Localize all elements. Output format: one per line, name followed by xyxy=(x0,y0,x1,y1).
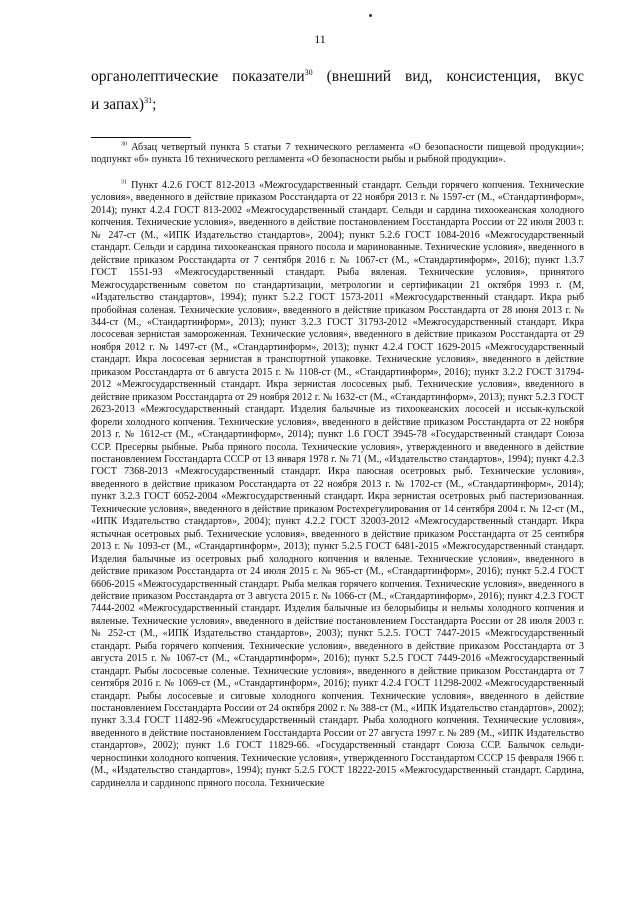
footnote-31 xyxy=(91,180,584,790)
footnote-30 xyxy=(91,142,584,167)
main-text-line-2 xyxy=(91,91,584,119)
footnote-separator xyxy=(91,137,191,138)
footnote-paragraph xyxy=(91,180,584,790)
main-text-segment: и запах) xyxy=(91,96,145,113)
scan-dot-mark xyxy=(369,14,372,17)
main-text-segment: органолептические показатели xyxy=(91,68,305,85)
main-text-segment: ; xyxy=(152,96,157,113)
page-number: 11 xyxy=(314,32,326,46)
footnote-marker: 30 xyxy=(121,141,127,148)
footnote-text: Абзац четвертый пункта 5 статьи 7 технического регламента «О безопасности пищевой продукции»; подпункт «б» пункта 16 технического регламента «О безопасности рыбы и рыбной продукции». xyxy=(91,142,584,166)
footnote-text: Пункт 4.2.6 ГОСТ 812-2013 «Межгосударственный стандарт. Сельди горячего копчения. Технические условия», введенного в действие приказом Росстандарта от 22 ноября 2013 г. № 1597-ст (М., «Стандартинформ», 2014); пункт 4.2.4 ГОСТ 813-2002 «Межгосударственный стандарт. Сельди и сардина тихоокеанская холодного копчения. Технические условия», введенного в действие постановлением Госстандарта России от 22 июля 2003 г. № 247-ст (М., «ИПК Издательство стандартов», 2004); пункт 5.2.6 ГОСТ 1084-2016 «Межгосударственный стандарт. Сельди и сардина тихоокеанская пряного посола и маринованные. Технические условия», введенного в действие приказом Росстандарта от 7 сентября 2016 г. № 1067-ст (М., «Стандартинформ», 2016); пункт 1.3.7 ГОСТ 1551-93 «Межгосударственный стандарт. Рыба вяленая. Технические условия», принятого Межгосударственным советом по стандартизации, метрологии и сертификации 21 октября 1993 г. (М, «Издательство стандартов», 1994); пункт 5.2.2 ГОСТ 1573-2011 «Межгосударственный стандарт. Икра рыб пробойная соленая. Технические условия», введенного в действие приказом Росстандарта от 28 июня 2013 г. № 344-ст (М., «Стандартинформ», 2013); пункт 3.2.3 ГОСТ 31793-2012 «Межгосударственный стандарт. Икра лососевая зернистая замороженная. Технические условия», введенного в действие приказом Росстандарта от 29 ноября 2012 г. № 1497-ст (М., «Стандартинформ», 2013); пункт 4.2.4 ГОСТ 1629-2015 «Межгосударственный стандарт. Икра лососевая зернистая в транспортной упаковке. Технические условия», введенного в действие приказом Росстандарта от 6 августа 2015 г. № 1108-ст (М., «Стандартинформ», 2016); пункт 3.2.2 ГОСТ 31794-2012 «Межгосударственный стандарт. Икра зернистая лососевых рыб. Технические условия», введенного в действие приказом Росстандарта от 29 ноября 2012 г. № 1632-ст (М., «Стандартинформ», 2013); пункт 5.2.3 ГОСТ 2623-2013 «Межгосударственный стандарт. Изделия балычные из тихоокеанских лососей и иссык-кульской форели холодного копчения. Технические условия», введенного в действие приказом Росстандарта от 22 ноября 2013 г. № 1612-ст (М., «Стандартинформ», 2014); пункт 1.6 ГОСТ 3945-78 «Государственный стандарт Союза ССР. Пресервы рыбные. Рыба пряного посола. Технические условия», утвержденного и введенного в действие постановлением Госстандарта СССР от 13 января 1978 г. № 71 (М., «Издательство стандартов», 1994); пункт 4.2.3 ГОСТ 7368-2013 «Межгосударственный стандарт. Икра паюсная осетровых рыб. Технические условия», введенного в действие приказом Росстандарта от 22 ноября 2013 г. № 1702-ст (М., «Стандартинформ», 2014); пункт 3.2.3 ГОСТ 6052-2004 «Межгосударственный стандарт. Икра зернистая осетровых рыб пастеризованная. Технические условия», введенного в действие приказом Ростехрегулирования от 14 сентября 2004 г. № 12-ст (М., «ИПК Издательство стандартов», 2004); пункт 4.2.2 ГОСТ 32003-2012 «Межгосударственный стандарт. Икра ястычная осетровых рыб. Технические условия», введенного в действие приказом Росстандарта от 25 сентября 2013 г. № 1093-ст (М., «Стандартинформ», 2013); пункт 5.2.5 ГОСТ 6481-2015 «Межгосударственный стандарт. Изделия балычные из осетровых рыб холодного копчения и вяленые. Технические условия», введенного в действие приказом Росстандарта от 24 июля 2015 г. № 965-ст (М., «Стандартинформ», 2016); пункт 5.2.4 ГОСТ 6606-2015 «Межгосударственный стандарт. Рыба мелкая горячего копчения. Технические условия», введенного в действие приказом Росстандарта от 3 августа 2015 г. № 1066-ст (М., «Стандартинформ», 2016); пункт 4.2.3 ГОСТ 7444-2002 «Межгосударственный стандарт. Изделия балычные из белорыбицы и нельмы холодного копчения и вяленые. Технические условия», введенного в действие постановлением Госстандарта России от 28 июля 2003 г. № 252-ст (М., «ИПК Издательство стандартов», 2003); пункт 5.2.5. ГОСТ 7447-2015 «Межгосударственный стандарт. Рыба горячего копчения. Технические условия», введенного в действие приказом Росстандарта от 3 августа 2015 г. № 1067-ст (М., «Стандартинформ», 2016); пункт 5.2.5 ГОСТ 7449-2016 «Межгосударственный стандарт. Рыбы лососевые соленые. Технические условия», введенного в действие приказом Росстандарта от 7 сентября 2016 г. № 1069-ст (М., «Стандартинформ», 2016); пункт 4.2.4 ГОСТ 11298-2002 «Межгосударственный стандарт. Рыбы лососевые и сиговые холодного копчения. Технические условия», введенного в действие постановлением Госстандарта России от 24 октября 2002 г. № 388-ст (М., «ИПК Издательство стандартов», 2002); пункт 3.3.4 ГОСТ 11482-96 «Межгосударственный стандарт. Рыба холодного копчения. Технические условия», введенного в действие постановлением Госстандарта России от 27 августа 1997 г. № 289 (М., «ИПК Издательство стандартов», 2002); пункт 1.6 ГОСТ 11829-66. «Государственный стандарт Союза ССР. Балычок сельди-черноспинки холодного копчения. Технические условия», утвержденного Госстандартом СССР 15 февраля 1966 г. (М., «Издательство стандартов», 1994); пункт 5.2.5 ГОСТ 18222-2015 «Межгосударственный стандарт. Сардина, сардинелла и сардинопс пряного посола. Технические xyxy=(91,180,584,789)
footnote-ref-30[interactable]: 30 xyxy=(304,67,313,77)
main-text-line-1 xyxy=(91,63,584,91)
main-text-segment: (внешний вид, консистенция, вкус xyxy=(312,68,584,85)
footnote-marker: 31 xyxy=(121,179,127,186)
footnote-ref-31[interactable]: 31 xyxy=(144,95,153,105)
